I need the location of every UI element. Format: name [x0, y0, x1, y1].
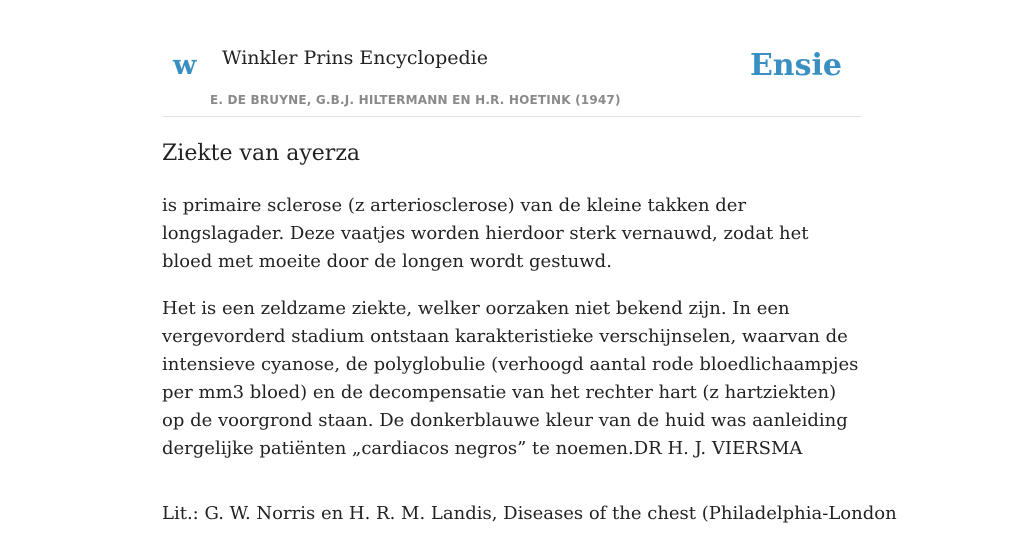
winkler-prins-logo[interactable]: w [173, 50, 197, 81]
literature-reference: Lit.: G. W. Norris en H. R. M. Landis, Diseases of the chest (Philadelphia-London [162, 503, 897, 524]
article [162, 138, 897, 547]
source-header [162, 36, 862, 117]
page-title: Ziekte van ayerza [162, 141, 361, 166]
article-paragraph: is primaire sclerose (z arteriosclerose) van de kleine takken der longslagader. Deze vaatjes worden hierdoor sterk vernauwd, zodat het bloed met moeite door de longen wordt gestuwd. [162, 195, 809, 272]
article-paragraph: Het is een zeldzame ziekte, welker oorzaken niet bekend zijn. In een vergevorderd stadium ontstaan karakteristieke verschijnselen, waarvan de intensieve cyanose, de polyglobulie (verhoogd aantal rode bloedlichaampjes per mm3 bloed) en de decompensatie van het rechter hart (z hartziekten) op de voorgrond staan. De donkerblauwe kleur van de huid was aanleiding dergelijke patiënten „cardiacos negros” te noemen.DR H. J. VIERSMA [162, 298, 859, 459]
source-authors: E. DE BRUYNE, G.B.J. HILTERMANN EN H.R. HOETINK (1947) [210, 93, 621, 107]
ensie-logo[interactable]: Ensie [749, 48, 842, 83]
source-title[interactable]: Winkler Prins Encyclopedie [222, 47, 488, 69]
